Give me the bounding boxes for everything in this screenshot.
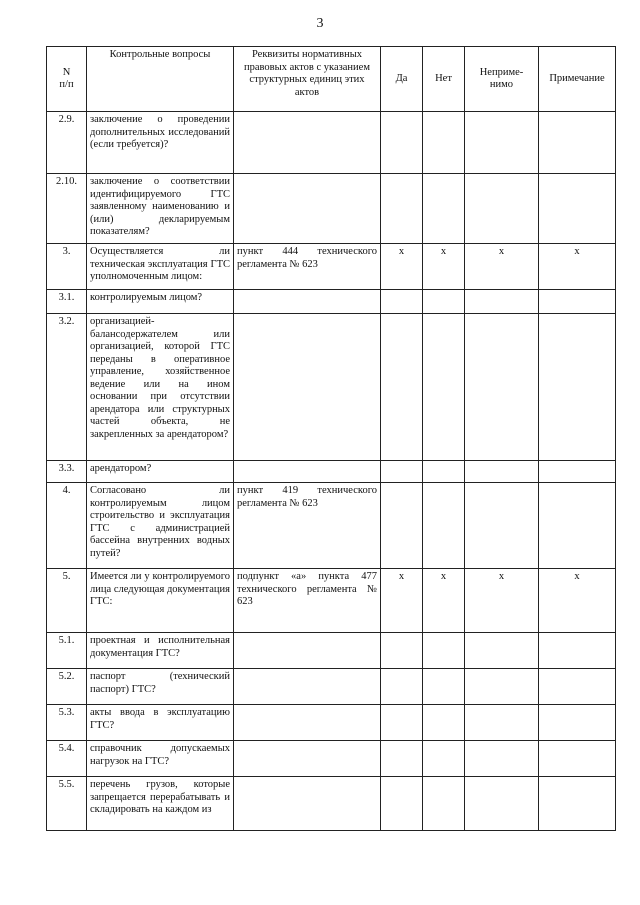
table-row	[47, 314, 616, 461]
requisites-cell	[234, 633, 381, 669]
requisites-cell	[234, 669, 381, 705]
yes-cell	[381, 633, 423, 669]
row-number: 3.1.	[47, 290, 87, 314]
question-text: Согласовано ли контролируемым лицом строительство и эксплуатация ГТС с администрацией бассейна внутренних водных путей?	[87, 483, 234, 569]
yes-cell	[381, 174, 423, 244]
question-text: заключение о проведении дополнительных исследований (если требуется)?	[87, 112, 234, 174]
table-row	[47, 569, 616, 633]
no-cell	[423, 112, 465, 174]
na-cell	[465, 777, 539, 831]
question-text: заключение о соответствии идентифицируемого ГТС заявленному наименованию и (или) декларируемым показателям?	[87, 174, 234, 244]
yes-cell	[381, 705, 423, 741]
no-cell: x	[423, 569, 465, 633]
requisites-cell	[234, 174, 381, 244]
question-text: паспорт (технический паспорт) ГТС?	[87, 669, 234, 705]
na-cell	[465, 290, 539, 314]
note-cell	[539, 741, 616, 777]
requisites-cell	[234, 461, 381, 483]
note-cell	[539, 461, 616, 483]
row-number: 5.2.	[47, 669, 87, 705]
question-text: Имеется ли у контролируемого лица следующая документация ГТС:	[87, 569, 234, 633]
yes-cell	[381, 777, 423, 831]
no-cell	[423, 669, 465, 705]
table-row	[47, 669, 616, 705]
no-cell	[423, 461, 465, 483]
na-cell: x	[465, 569, 539, 633]
row-number: 5.	[47, 569, 87, 633]
note-cell	[539, 290, 616, 314]
note-cell	[539, 669, 616, 705]
na-cell	[465, 741, 539, 777]
table-row	[47, 633, 616, 669]
requisites-cell: подпункт «а» пункта 477 технического регламента № 623	[234, 569, 381, 633]
row-number: 4.	[47, 483, 87, 569]
na-cell	[465, 112, 539, 174]
no-cell	[423, 777, 465, 831]
yes-cell	[381, 461, 423, 483]
question-text: перечень грузов, которые запрещается перерабатывать и складировать на каждом из	[87, 777, 234, 831]
question-text: контролируемым лицом?	[87, 290, 234, 314]
na-cell	[465, 461, 539, 483]
note-cell	[539, 174, 616, 244]
na-cell	[465, 633, 539, 669]
header-not-applicable: Неприме- нимо	[465, 47, 539, 112]
no-cell	[423, 705, 465, 741]
na-cell	[465, 314, 539, 461]
row-number: 5.4.	[47, 741, 87, 777]
question-text: акты ввода в эксплуатацию ГТС?	[87, 705, 234, 741]
header-num: N п/п	[47, 47, 87, 112]
checklist-table	[46, 46, 616, 831]
table-row	[47, 705, 616, 741]
no-cell	[423, 314, 465, 461]
requisites-cell: пункт 419 технического регламента № 623	[234, 483, 381, 569]
row-number: 3.	[47, 244, 87, 290]
table-row	[47, 244, 616, 290]
row-number: 5.5.	[47, 777, 87, 831]
na-cell: x	[465, 244, 539, 290]
row-number: 3.3.	[47, 461, 87, 483]
na-cell	[465, 705, 539, 741]
row-number: 2.10.	[47, 174, 87, 244]
header-requisites: Реквизиты нормативных правовых актов с указанием структурных единиц этих актов	[234, 47, 381, 112]
header-row	[47, 47, 616, 112]
na-cell	[465, 483, 539, 569]
table-row	[47, 741, 616, 777]
yes-cell: x	[381, 244, 423, 290]
yes-cell	[381, 290, 423, 314]
header-yes: Да	[381, 47, 423, 112]
note-cell	[539, 483, 616, 569]
note-cell	[539, 633, 616, 669]
question-text: справочник допускаемых нагрузок на ГТС?	[87, 741, 234, 777]
question-text: проектная и исполнительная документация ГТС?	[87, 633, 234, 669]
yes-cell	[381, 112, 423, 174]
na-cell	[465, 669, 539, 705]
page-number: 3	[316, 16, 324, 31]
table-row	[47, 461, 616, 483]
no-cell	[423, 290, 465, 314]
note-cell	[539, 314, 616, 461]
yes-cell	[381, 669, 423, 705]
requisites-cell: пункт 444 технического регламента № 623	[234, 244, 381, 290]
table-row	[47, 777, 616, 831]
no-cell: x	[423, 244, 465, 290]
note-cell: x	[539, 244, 616, 290]
header-note: Примечание	[539, 47, 616, 112]
requisites-cell	[234, 741, 381, 777]
table-row	[47, 112, 616, 174]
table-row	[47, 290, 616, 314]
no-cell	[423, 174, 465, 244]
note-cell	[539, 777, 616, 831]
row-number: 5.3.	[47, 705, 87, 741]
note-cell	[539, 112, 616, 174]
table-row	[47, 483, 616, 569]
yes-cell	[381, 741, 423, 777]
requisites-cell	[234, 112, 381, 174]
yes-cell	[381, 314, 423, 461]
requisites-cell	[234, 314, 381, 461]
table-row	[47, 174, 616, 244]
no-cell	[423, 483, 465, 569]
row-number: 3.2.	[47, 314, 87, 461]
header-no: Нет	[423, 47, 465, 112]
na-cell	[465, 174, 539, 244]
yes-cell	[381, 483, 423, 569]
no-cell	[423, 741, 465, 777]
question-text: Осуществляется ли техническая эксплуатация ГТС уполномоченным лицом:	[87, 244, 234, 290]
yes-cell: x	[381, 569, 423, 633]
question-text: арендатором?	[87, 461, 234, 483]
note-cell	[539, 705, 616, 741]
requisites-cell	[234, 290, 381, 314]
question-text: организацией-балансодержателем или организацией, которой ГТС переданы в оперативное управление, хозяйственное ведение или на ином основании при отсутствии арендатора или структурных частей объекта, не закрепленных за арендатором?	[87, 314, 234, 461]
no-cell	[423, 633, 465, 669]
header-questions: Контрольные вопросы	[87, 47, 234, 112]
requisites-cell	[234, 705, 381, 741]
note-cell: x	[539, 569, 616, 633]
row-number: 5.1.	[47, 633, 87, 669]
row-number: 2.9.	[47, 112, 87, 174]
requisites-cell	[234, 777, 381, 831]
